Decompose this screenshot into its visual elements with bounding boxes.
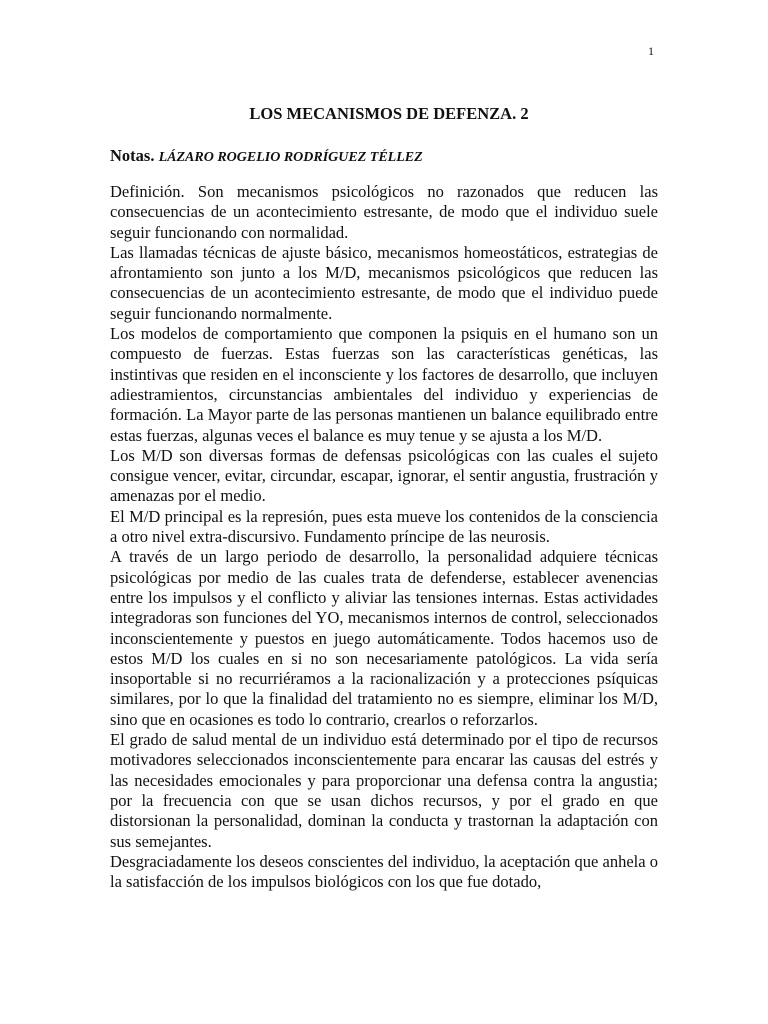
paragraph-adjustment-techniques: Las llamadas técnicas de ajuste básico, mecanismos homeostáticos, estrategias de afrontamiento son junto a los M/D, mecanismos psicológicos que reducen las consecuencias de un acontecimiento estresante, de modo que el individuo puede seguir funcionando normalmente.	[110, 242, 658, 323]
paragraph-behavior-models: Los modelos de comportamiento que componen la psiquis en el humano son un compuesto de fuerzas. Estas fuerzas son las características genéticas, las instintivas que residen en el inconsciente y los factores de desarrollo, que incluyen adiestramientos, circunstancias ambientales del individuo y experiencias de formación. La Mayor parte de las personas mantienen un balance equilibrado entre estas fuerzas, algunas veces el balance es muy tenue y se ajusta a los M/D.	[110, 324, 658, 445]
author-name: LÁZARO ROGELIO RODRÍGUEZ TÉLLEZ	[158, 150, 423, 165]
page-number: 1	[648, 44, 654, 58]
paragraph-repression: El M/D principal es la represión, pues esta mueve los contenidos de la consciencia a otro nivel extra-discursivo. Fundamento príncipe de las neurosis.	[110, 506, 658, 547]
notes-line	[110, 146, 423, 166]
body-text	[110, 182, 658, 892]
document-title: LOS MECANISMOS DE DEFENZA. 2	[249, 104, 529, 123]
paragraph-defense-forms: Los M/D son diversas formas de defensas psicológicas con las cuales el sujeto consigue vencer, evitar, circundar, escapar, ignorar, el sentir angustia, frustración y amenazas por el medio.	[110, 445, 658, 506]
paragraph-definition: Definición. Son mecanismos psicológicos no razonados que reducen las consecuencias de un acontecimiento estresante, de modo que el individuo suele seguir funcionando con normalidad.	[110, 182, 658, 242]
notes-label: Notas.	[110, 146, 155, 165]
paragraph-conscious-desires: Desgraciadamente los deseos conscientes del individuo, la aceptación que anhela o la satisfacción de los impulsos biológicos con los que fue dotado,	[110, 851, 658, 892]
paragraph-development: A través de un largo periodo de desarrollo, la personalidad adquiere técnicas psicológicas por medio de las cuales trata de defenderse, establecer avenencias entre los impulsos y el conflicto y aliviar las tensiones internas. Estas actividades integradoras son funciones del YO, mecanismos internos de control, seleccionados inconscientemente y puestos en juego automáticamente. Todos hacemos uso de estos M/D los cuales en si no son necesariamente patológicos. La vida sería insoportable si no recurriéramos a la racionalización y a protecciones psíquicas similares, por lo que la finalidad del tratamiento no es siempre, eliminar los M/D, sino que en ocasiones es todo lo contrario, crearlos o reforzarlos.	[110, 547, 658, 729]
paragraph-mental-health: El grado de salud mental de un individuo está determinado por el tipo de recursos motivadores seleccionados inconscientemente para encarar las causas del estrés y las necesidades emocionales y para proporcionar una defensa contra la angustia; por la frecuencia con que se usan dichos recursos, y por el grado en que distorsionan la personalidad, dominan la conducta y trastornan la adaptación con sus semejantes.	[110, 730, 658, 851]
